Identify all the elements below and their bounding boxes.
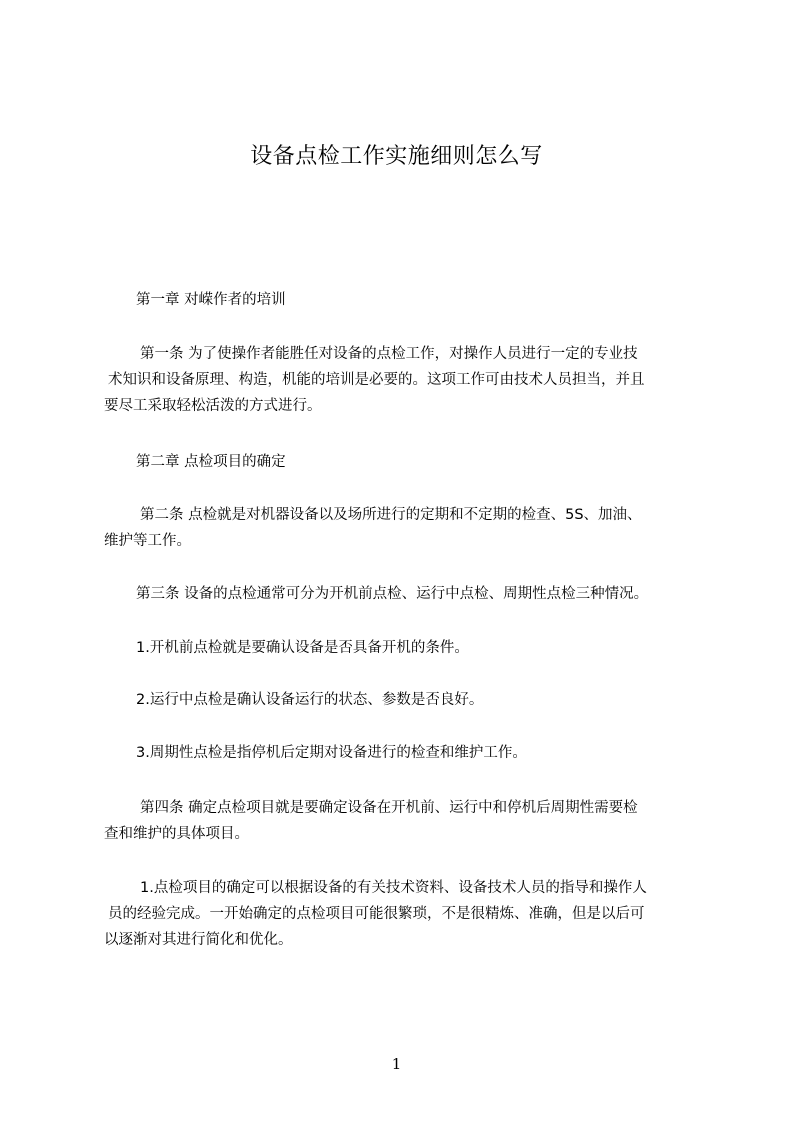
article-3-paragraph [104, 581, 704, 607]
article-2-paragraph [104, 502, 704, 554]
text-line: 查和维护的具体项目。 [104, 826, 249, 842]
document-title: 设备点检工作实施细则怎么写 [250, 144, 543, 169]
text-line: 术知识和设备原理、构造，机能的培训是必要的。这项工作可由技术人员担当，并且 [108, 372, 645, 388]
text-line: 第二章 点检项目的确定 [136, 454, 286, 470]
list-item-3 [104, 740, 704, 766]
chapter-1-heading [104, 287, 704, 313]
list-item-2 [104, 687, 704, 713]
text-line: 3.周期性点检是指停机后定期对设备进行的检查和维护工作。 [136, 745, 527, 761]
text-line: 要尽工采取轻松活泼的方式进行。 [104, 398, 322, 414]
text-line: 以逐渐对其进行简化和优化。 [104, 932, 293, 948]
text-line: 第四条 确定点检项目就是要确定设备在开机前、运行中和停机后周期性需要检 [140, 800, 638, 816]
page-number: 1 [391, 1055, 402, 1073]
text-line: 维护等工作。 [104, 533, 191, 549]
article-1-paragraph [104, 341, 704, 419]
text-line: 第一条 为了使操作者能胜任对设备的点检工作，对操作人员进行一定的专业技 [140, 346, 638, 362]
text-line: 1.开机前点检就是要确认设备是否具备开机的条件。 [136, 640, 469, 656]
text-line: 第二条 点检就是对机器设备以及场所进行的定期和不定期的检查、5S、加油、 [140, 507, 642, 523]
text-line: 员的经验完成。一开始确定的点检项目可能很繁琐，不是很精炼、准确，但是以后可 [108, 906, 645, 922]
chapter-2-heading [104, 449, 704, 475]
article-4-item-1 [104, 875, 704, 953]
article-4-paragraph [104, 795, 704, 847]
list-item-1 [104, 635, 704, 661]
text-line: 第三条 设备的点检通常可分为开机前点检、运行中点检、周期性点检三种情况。 [136, 586, 649, 602]
text-line: 第一章 对嵘作者的培训 [136, 292, 286, 308]
text-line: 1.点检项目的确定可以根据设备的有关技术资料、设备技术人员的指导和操作人 [140, 880, 647, 896]
text-line: 2.运行中点检是确认设备运行的状态、参数是否良好。 [136, 692, 484, 708]
